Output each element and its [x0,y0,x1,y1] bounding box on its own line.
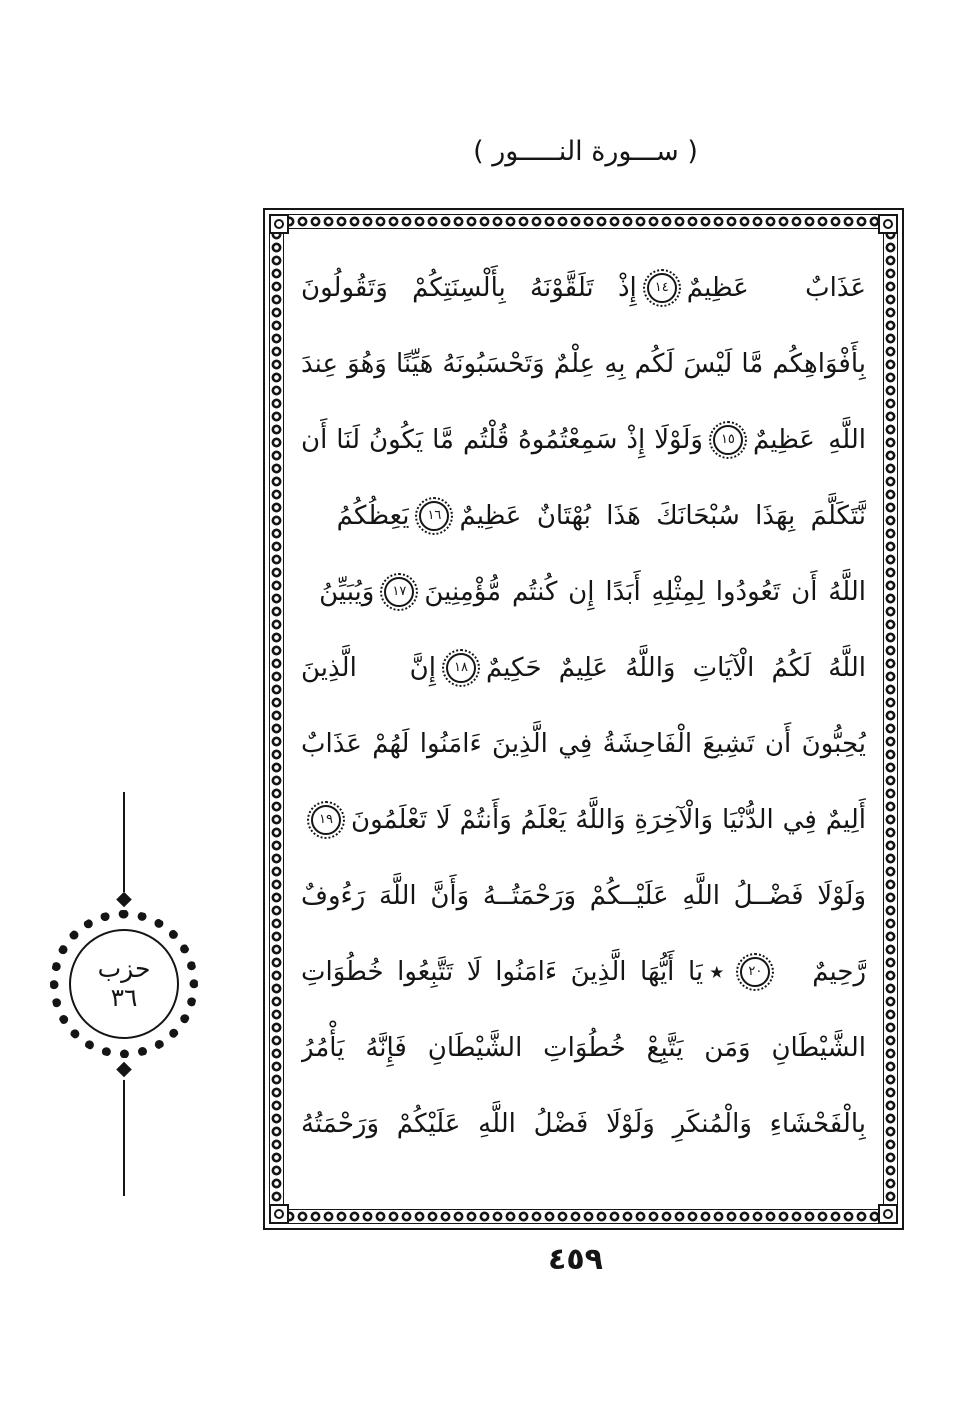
rub-el-hizb-star: ٭ [709,955,725,988]
ayah-marker: ١٤ [647,273,677,303]
ayah-marker: ١٨ [446,653,476,683]
ornament-rule-bottom [123,1080,125,1196]
verse-text: إِذْ تَلَقَّوْنَهُ بِأَلْسِنَتِكُمْ وَتَقُولُونَ [301,273,637,303]
quran-lines [301,250,866,1200]
corner-ornament-top-right [878,214,898,234]
quran-line [301,630,866,706]
ayah-marker: ١٥ [713,425,743,455]
verse-text: أَلِيمٌ فِي الدُّنْيَا وَالْآخِرَةِ وَاللَّهُ يَعْلَمُ وَأَنتُمْ لَا تَعْلَمُونَ [351,805,866,835]
verse-text: اللَّهُ لَكُمُ الْآيَاتِ وَاللَّهُ عَلِيمٌ حَكِيمٌ [486,653,866,683]
verse-text: إِنَّ الَّذِينَ [300,653,436,683]
ayah-marker: ١٧ [384,577,414,607]
verse-text: بِالْفَحْشَاءِ وَالْمُنكَرِ وَلَوْلَا فَضْلُ اللَّهِ عَلَيْكُمْ وَرَحْمَتُهُ [301,1109,866,1139]
verse-text: الشَّيْطَانِ وَمَن يَتَّبِعْ خُطُوَاتِ الشَّيْطَانِ فَإِنَّهُ يَأْمُرُ [301,1033,866,1063]
hizb-number: ٣٦ [110,983,138,1012]
verse-text: وَلَوْلَا فَضْــلُ اللَّهِ عَلَيْــكُمْ وَرَحْمَتُــهُ وَأَنَّ اللَّهَ رَءُوفٌ [301,881,866,911]
verse-text: يَا أَيُّهَا الَّذِينَ ءَامَنُوا لَا تَتَّبِعُوا خُطُوَاتِ [301,957,704,987]
chain-border-bottom [270,1209,897,1223]
medallion-lace-ring [50,910,198,1058]
ornament-rule-top [123,792,125,892]
verse-text: يَعِظُكُمُ [336,501,410,531]
hizb-label: حزب [97,954,151,984]
page-number: ٤٥٩ [548,1242,603,1277]
chain-border-top [270,215,897,229]
corner-ornament-top-left [269,214,289,234]
ornament-diamond-bottom [116,1062,132,1078]
quran-line [301,706,866,782]
verse-text: عَذَابٌ عَظِيمٌ [686,273,866,303]
chain-border-left [270,228,284,1210]
quran-line [301,934,866,1010]
medallion-inner-circle [69,929,179,1039]
verse-text: بِأَفْوَاهِكُم مَّا لَيْسَ لَكُم بِهِ عِلْمٌ وَتَحْسَبُونَهُ هَيِّنًا وَهُوَ عِندَ [301,349,866,379]
corner-ornament-bottom-left [269,1204,289,1224]
ayah-marker: ١٩ [311,805,341,835]
ayah-marker: ٢٠ [740,957,770,987]
surah-header-title: ( ســـورة النـــــور ) [473,136,698,167]
verse-text: وَلَوْلَا إِذْ سَمِعْتُمُوهُ قُلْتُم مَّا يَكُونُ لَنَا أَن [300,425,703,455]
quran-line [301,1086,866,1162]
verse-text: يُحِبُّونَ أَن تَشِيعَ الْفَاحِشَةُ فِي الَّذِينَ ءَامَنُوا لَهُمْ عَذَابٌ [301,729,866,759]
quran-line [301,326,866,402]
quran-line [301,478,866,554]
quran-line [301,554,866,630]
ornament-diamond-top [116,892,132,908]
verse-text: اللَّهِ عَظِيمٌ [752,425,866,455]
quran-line [301,1010,866,1086]
verse-text: اللَّهُ أَن تَعُودُوا لِمِثْلِهِ أَبَدًا إِن كُنتُم مُّؤْمِنِينَ [424,577,866,607]
quran-line [301,782,866,858]
quran-line [301,402,866,478]
chain-border-right [883,228,897,1210]
hizb-medallion [50,792,198,1196]
verse-text: وَيُبَيِّنُ [319,577,375,607]
ayah-marker: ١٦ [419,501,449,531]
verse-text: نَّتَكَلَّمَ بِهَذَا سُبْحَانَكَ هَذَا بُهْتَانٌ عَظِيمٌ [459,501,866,531]
corner-ornament-bottom-right [878,1204,898,1224]
page-frame [263,208,904,1230]
quran-line [301,250,866,326]
quran-line [301,858,866,934]
verse-text: رَّحِيمٌ [812,957,866,987]
